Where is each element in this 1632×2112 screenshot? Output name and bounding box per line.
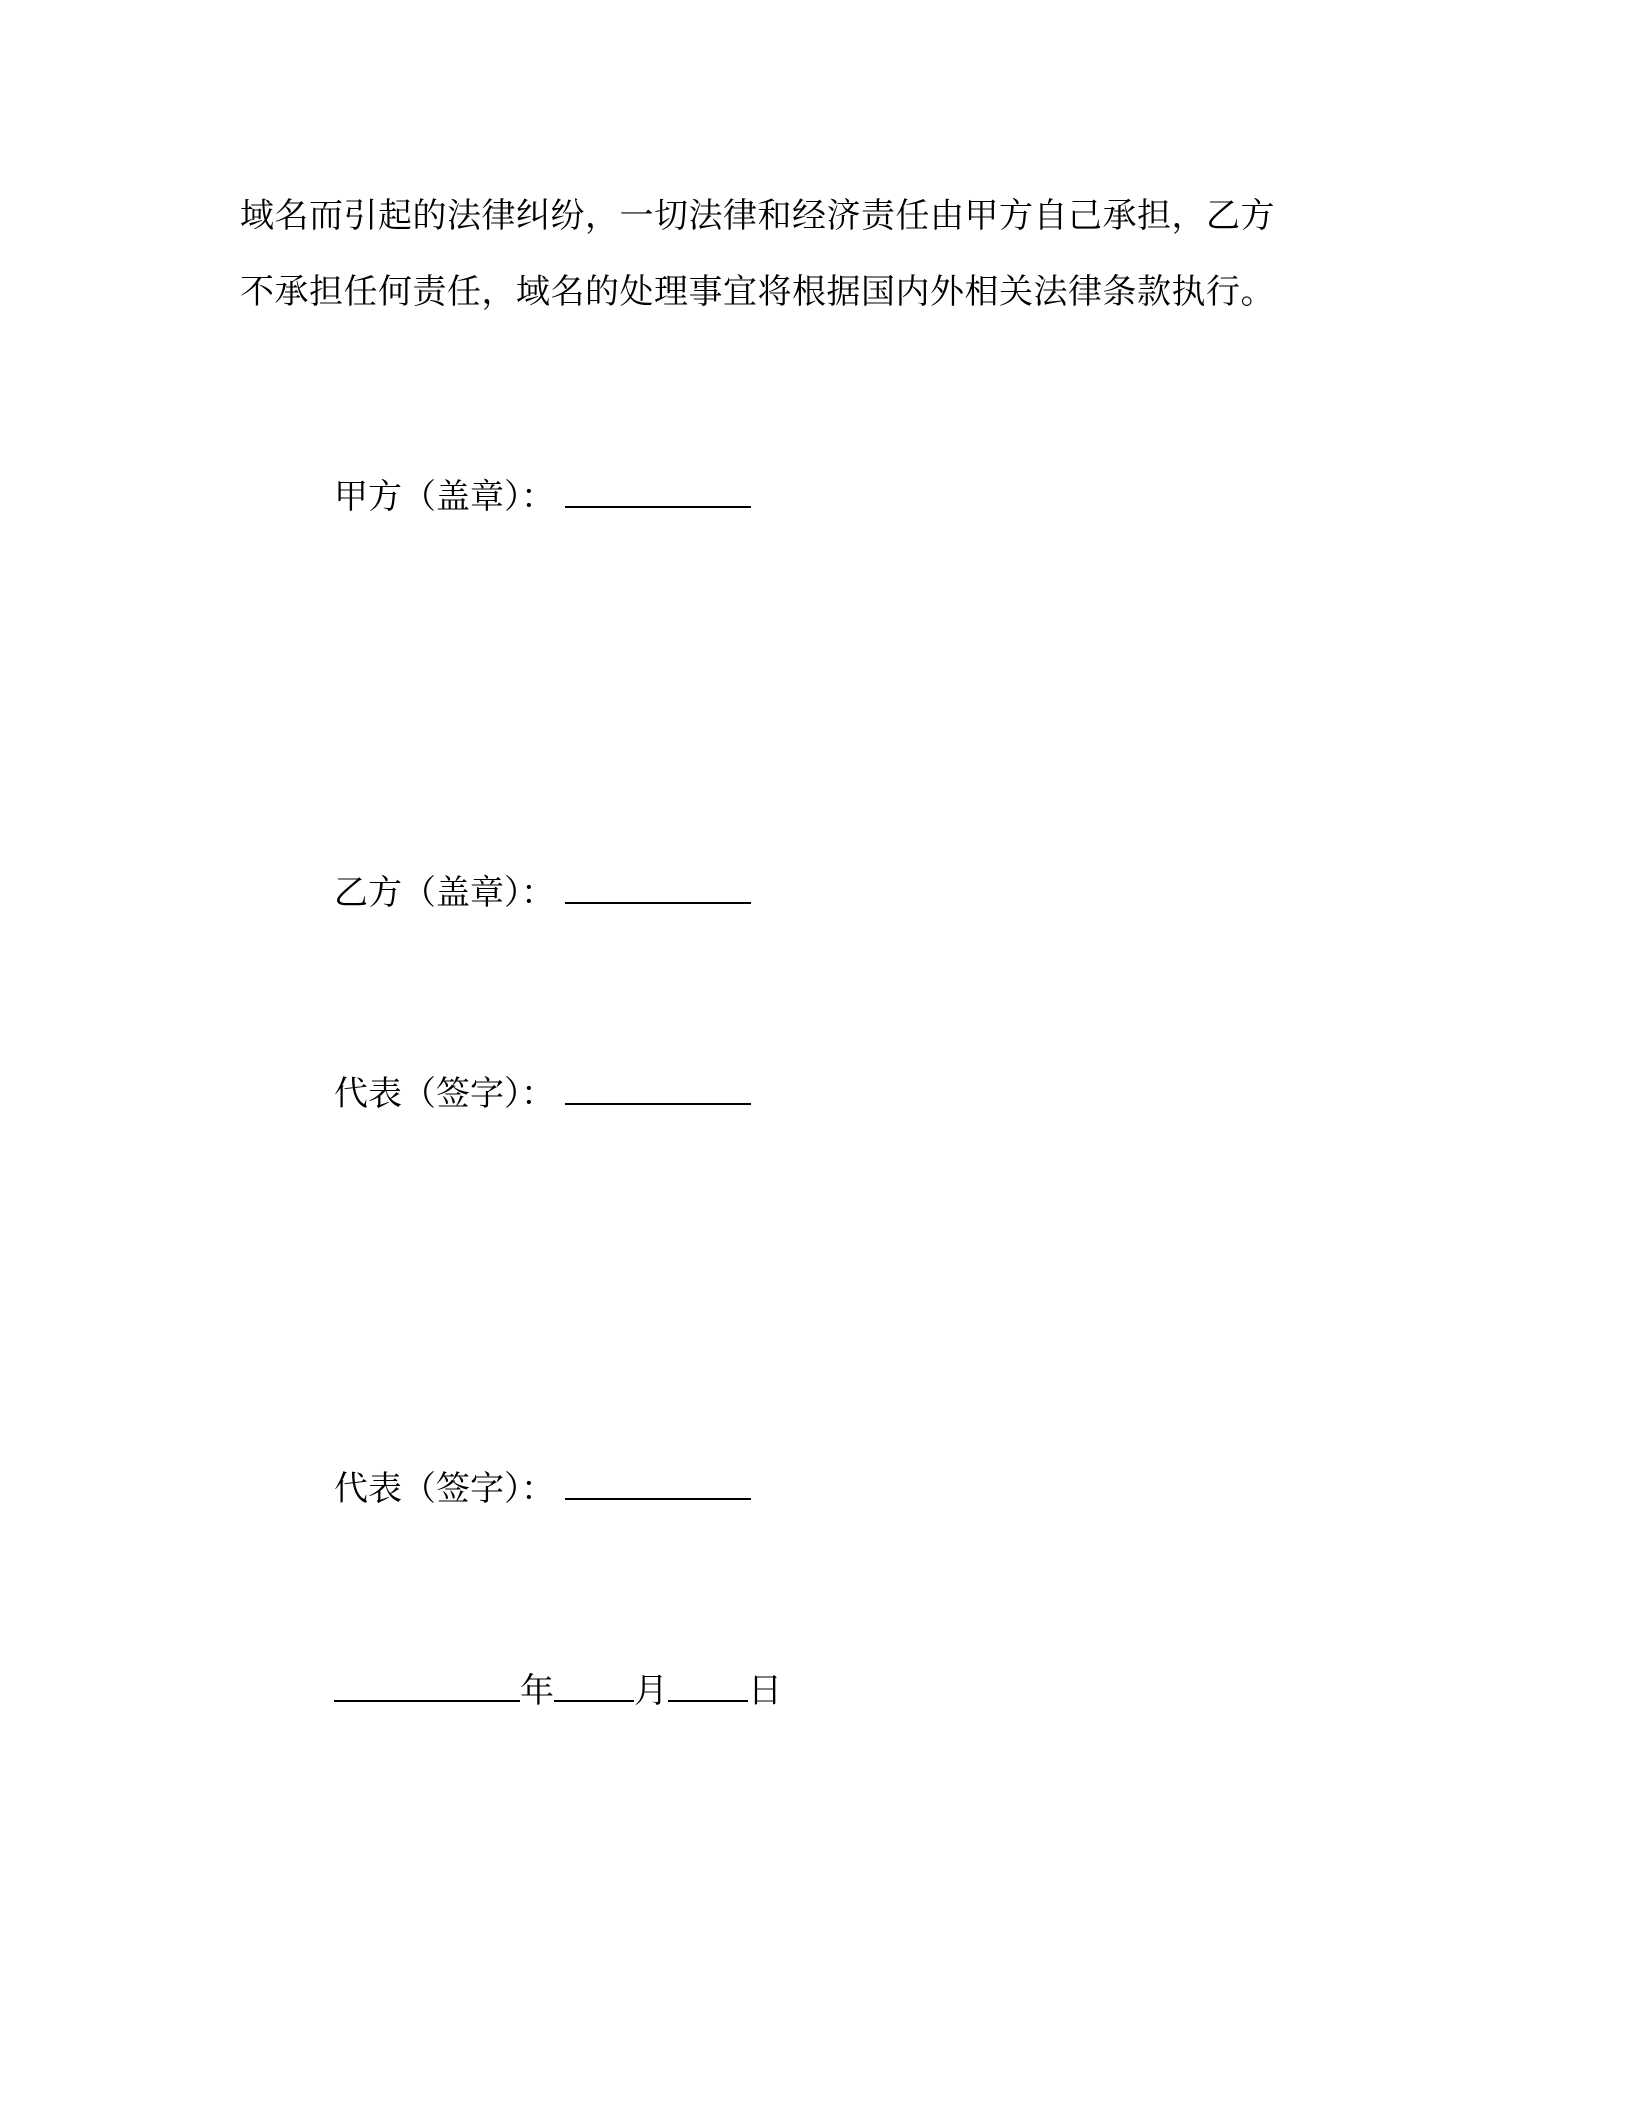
representative-1-signature-line: [334, 1073, 751, 1114]
day-blank[interactable]: [668, 1670, 748, 1702]
year-blank[interactable]: [334, 1670, 520, 1702]
date-line: [334, 1670, 782, 1711]
representative-2-signature-line: [334, 1468, 751, 1509]
year-label: 年: [520, 1671, 554, 1711]
party-a-seal-line: [334, 476, 751, 517]
party-b-seal-blank[interactable]: [565, 872, 751, 904]
party-a-seal-blank[interactable]: [565, 476, 751, 508]
party-b-seal-label: 乙方（盖章）：: [334, 873, 555, 913]
party-b-seal-line: [334, 872, 751, 913]
paragraph-line-2: 不承担任何责任，域名的处理事宜将根据国内外相关法律条款执行。: [240, 272, 1275, 312]
month-blank[interactable]: [554, 1670, 634, 1702]
representative-2-label: 代表（签字）：: [334, 1469, 555, 1509]
party-a-seal-label: 甲方（盖章）：: [334, 477, 555, 517]
paragraph-line-1: 域名而引起的法律纠纷，一切法律和经济责任由甲方自己承担，乙方: [240, 196, 1275, 236]
representative-1-blank[interactable]: [565, 1073, 751, 1105]
day-label: 日: [748, 1671, 782, 1711]
representative-2-blank[interactable]: [565, 1468, 751, 1500]
representative-1-label: 代表（签字）：: [334, 1074, 555, 1114]
month-label: 月: [634, 1671, 668, 1711]
